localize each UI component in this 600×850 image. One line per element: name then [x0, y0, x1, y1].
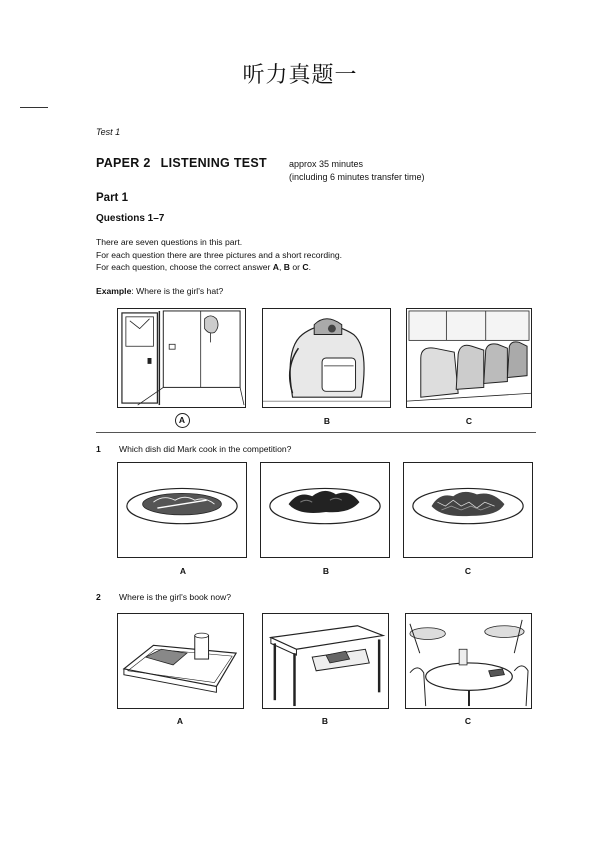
question-1-option-b[interactable]: B: [322, 566, 330, 576]
example-picture-c[interactable]: [406, 308, 532, 408]
example-option-a[interactable]: [172, 413, 192, 428]
instruction-opt-b: B: [283, 262, 290, 272]
question-1-picture-c[interactable]: [403, 462, 533, 558]
question-2-option-c[interactable]: C: [464, 716, 472, 726]
instructions: [96, 236, 342, 274]
instruction-comma: ,: [278, 262, 284, 272]
door-illustration: [118, 309, 245, 407]
question-2-picture-b[interactable]: [262, 613, 389, 709]
paper-duration: approx 35 minutes: [289, 159, 364, 169]
tray-illustration: [118, 614, 243, 708]
paper-transfer: (including 6 minutes transfer time): [289, 172, 425, 182]
corner-rule: [20, 107, 48, 108]
question-2-number: 2: [96, 592, 101, 602]
bus-seats-illustration: [407, 309, 531, 407]
question-1-picture-b[interactable]: [260, 462, 390, 558]
backpack-illustration: [263, 309, 390, 407]
instruction-line-3-text: For each question, choose the correct answer: [96, 262, 273, 272]
example-question: [96, 286, 223, 296]
cafe-tables-illustration: [406, 614, 531, 708]
question-2-picture-c[interactable]: [405, 613, 532, 709]
dish-a-illustration: [118, 463, 246, 557]
instruction-opt-a: A: [272, 262, 279, 272]
question-2-option-a[interactable]: A: [176, 716, 184, 726]
instruction-line-3: [96, 261, 342, 274]
question-1-option-c[interactable]: C: [464, 566, 472, 576]
instruction-line-1: There are seven questions in this part.: [96, 237, 243, 247]
paper-heading: [96, 156, 267, 170]
example-picture-b[interactable]: [262, 308, 391, 408]
dish-c-illustration: [404, 463, 532, 557]
question-1-picture-a[interactable]: [117, 462, 247, 558]
page-title: 听力真题一: [242, 63, 358, 88]
example-picture-a[interactable]: [117, 308, 246, 408]
example-text: : Where is the girl's hat?: [131, 286, 224, 296]
paper-code: PAPER 2: [96, 156, 151, 170]
question-1-number: 1: [96, 444, 101, 454]
question-2-option-b[interactable]: B: [321, 716, 329, 726]
test-label: Test 1: [96, 127, 121, 137]
instruction-opt-c: C: [302, 262, 309, 272]
questions-heading: Questions 1–7: [96, 213, 165, 224]
example-option-b[interactable]: B: [323, 416, 331, 426]
paper-meta: [289, 158, 425, 184]
part-heading: Part 1: [96, 192, 128, 204]
instruction-or: or: [289, 262, 303, 272]
example-label: Example: [96, 286, 132, 296]
divider: [96, 432, 536, 433]
question-1-text: Which dish did Mark cook in the competition?: [119, 444, 292, 454]
question-2-picture-a[interactable]: [117, 613, 244, 709]
question-2-text: Where is the girl's book now?: [119, 592, 231, 602]
example-option-c[interactable]: C: [465, 416, 473, 426]
question-1-option-a[interactable]: A: [179, 566, 187, 576]
example-answer-circle: A: [175, 413, 190, 428]
desk-drawer-illustration: [263, 614, 388, 708]
instruction-line-2: For each question there are three pictures and a short recording.: [96, 249, 343, 260]
dish-b-illustration: [261, 463, 389, 557]
paper-name: LISTENING TEST: [160, 156, 267, 170]
instruction-period: .: [308, 262, 311, 272]
